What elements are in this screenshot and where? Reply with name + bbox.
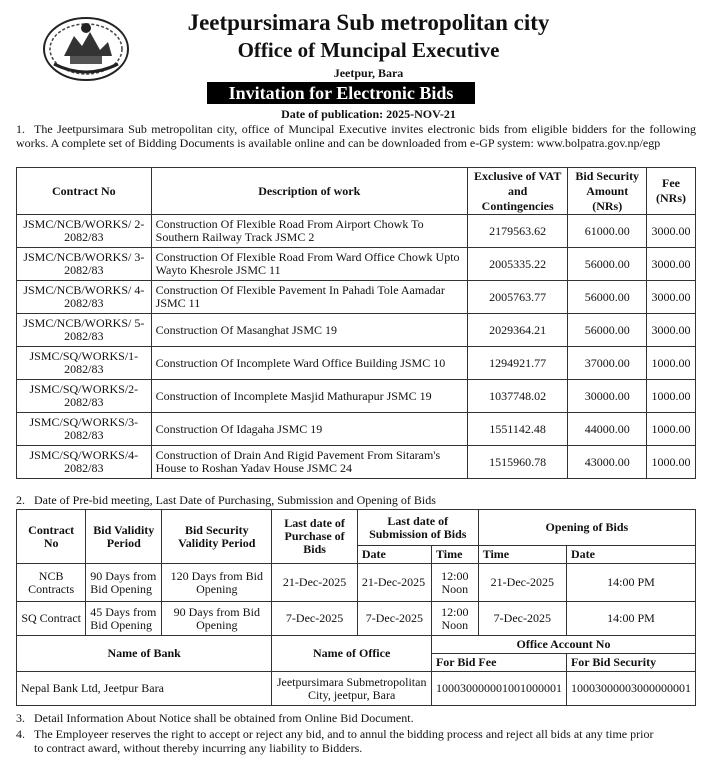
table-row	[17, 380, 696, 413]
col-submission-time: Time	[431, 546, 478, 564]
bid-validity: 90 Days from Bid Opening	[86, 564, 162, 602]
table-row	[17, 347, 696, 380]
contract-no: JSMC/SQ/WORKS/3- 2082/83	[17, 413, 152, 446]
work-description: Construction Of Flexible Road From Ward Office Chowk Upto Wayto Khesrole JSMC 11	[151, 248, 467, 281]
opening-time: 14:00 PM	[566, 602, 695, 636]
bid-security-amount: 37000.00	[568, 347, 647, 380]
section-4-note	[16, 727, 696, 755]
opening-time: 14:00 PM	[566, 564, 695, 602]
schedule-header-row	[17, 510, 696, 546]
section-text-line1: The Employeer reserves the right to accept or reject any bid, and to annul the bidding process and reject all bids at any time prior	[34, 727, 654, 741]
table-row	[17, 446, 696, 479]
submission-date: 21-Dec-2025	[357, 564, 431, 602]
submission-date: 7-Dec-2025	[357, 602, 431, 636]
work-description: Construction Of Flexible Pavement In Pahadi Tole Aamadar JSMC 11	[151, 281, 467, 314]
bid-security-amount: 44000.00	[568, 413, 647, 446]
table-row	[17, 314, 696, 347]
works-table-header	[17, 168, 696, 215]
bank-name: Nepal Bank Ltd, Jeetpur Bara	[17, 672, 272, 706]
fee-amount: 1000.00	[646, 446, 695, 479]
work-description: Construction of Drain And Rigid Pavement From Sitaram's House to Roshan Yadav House JSMC 24	[151, 446, 467, 479]
section-number: 2.	[16, 493, 25, 507]
bank-header-row	[17, 636, 696, 654]
work-description: Construction Of Masanghat JSMC 19	[151, 314, 467, 347]
bid-security-amount: 56000.00	[568, 281, 647, 314]
col-purchase-date: Last date of Purchase of Bids	[272, 510, 358, 564]
table-row	[17, 248, 696, 281]
col-submission: Last date of Submission of Bids	[357, 510, 478, 546]
fee-amount: 1000.00	[646, 413, 695, 446]
schedule-table	[16, 509, 696, 706]
section-text: Date of Pre-bid meeting, Last Date of Purchasing, Submission and Opening of Bids	[34, 493, 436, 507]
estimate-amount: 1037748.02	[467, 380, 568, 413]
contract-no: JSMC/SQ/WORKS/1- 2082/83	[17, 347, 152, 380]
col-opening-time: Time	[478, 546, 566, 564]
work-description: Construction Of Flexible Road From Airport Chowk To Southern Railway Track JSMC 2	[151, 215, 467, 248]
contract-no: JSMC/NCB/WORKS/ 5-2082/83	[17, 314, 152, 347]
office-name: Office of Muncipal Executive	[237, 38, 500, 62]
fee-amount: 3000.00	[646, 248, 695, 281]
table-row	[17, 672, 696, 706]
work-description: Construction Of Idagaha JSMC 19	[151, 413, 467, 446]
bid-security-amount: 43000.00	[568, 446, 647, 479]
municipality-name: Jeetpursimara Sub metropolitan city	[187, 10, 550, 35]
bid-validity: 45 Days from Bid Opening	[86, 602, 162, 636]
publication-date: Date of publication: 2025-NOV-21	[281, 107, 456, 121]
work-description: Construction of Incomplete Masjid Mathurapur JSMC 19	[151, 380, 467, 413]
contract-type: SQ Contract	[17, 602, 86, 636]
estimate-amount: 1294921.77	[467, 347, 568, 380]
fee-amount: 3000.00	[646, 215, 695, 248]
estimate-amount: 2005763.77	[467, 281, 568, 314]
security-validity: 90 Days from Bid Opening	[162, 602, 272, 636]
office-name-value: Jeetpursimara Submetropolitan City, jeetpur, Bara	[272, 672, 432, 706]
bid-security-amount: 61000.00	[568, 215, 647, 248]
section-2-heading	[16, 493, 696, 507]
contract-no: JSMC/SQ/WORKS/4- 2082/83	[17, 446, 152, 479]
col-contract-no: Contract No	[17, 510, 86, 564]
works-table	[16, 167, 696, 479]
estimate-amount: 1515960.78	[467, 446, 568, 479]
purchase-date: 7-Dec-2025	[272, 602, 358, 636]
section-1-intro	[16, 122, 696, 150]
col-bid-fee-account: For Bid Fee	[431, 654, 566, 672]
section-number: 1.	[16, 122, 25, 136]
section-text: The Jeetpursimara Sub metropolitan city, office of Muncipal Executive invites electronic bids from eligible bidders for the following works. A complete set of Bidding Documents is available online and can be downloaded from e-GP system: www.bolpatra.gov.np/egp	[16, 122, 696, 150]
section-3-note	[16, 711, 696, 725]
col-description: Description of work	[151, 168, 467, 215]
estimate-amount: 2029364.21	[467, 314, 568, 347]
contract-type: NCB Contracts	[17, 564, 86, 602]
contract-no: JSMC/NCB/WORKS/ 2-2082/83	[17, 215, 152, 248]
contract-no: JSMC/SQ/WORKS/2- 2082/83	[17, 380, 152, 413]
col-fee: Fee (NRs)	[646, 168, 695, 215]
section-number: 4.	[16, 727, 25, 741]
office-location: Jeetpur, Bara	[333, 66, 404, 80]
fee-amount: 3000.00	[646, 281, 695, 314]
col-bid-security-account: For Bid Security	[566, 654, 695, 672]
table-row	[17, 413, 696, 446]
col-security-validity: Bid Security Validity Period	[162, 510, 272, 564]
submission-time: 12:00 Noon	[431, 564, 478, 602]
col-account-no: Office Account No	[431, 636, 695, 654]
col-bid-validity: Bid Validity Period	[86, 510, 162, 564]
estimate-amount: 2005335.22	[467, 248, 568, 281]
notice-title-banner: Invitation for Electronic Bids	[207, 82, 475, 104]
table-row	[17, 602, 696, 636]
opening-date: 7-Dec-2025	[478, 602, 566, 636]
section-text: Detail Information About Notice shall be obtained from Online Bid Document.	[34, 711, 414, 725]
col-contract-no: Contract No	[17, 168, 152, 215]
fee-amount: 1000.00	[646, 380, 695, 413]
col-estimate: Exclusive of VAT and Contingencies	[467, 168, 568, 215]
contract-no: JSMC/NCB/WORKS/ 4-2082/83	[17, 281, 152, 314]
table-row	[17, 281, 696, 314]
security-validity: 120 Days from Bid Opening	[162, 564, 272, 602]
bid-security-account: 10003000003000000001	[566, 672, 695, 706]
contract-no: JSMC/NCB/WORKS/ 3-2082/83	[17, 248, 152, 281]
opening-date: 21-Dec-2025	[478, 564, 566, 602]
fee-amount: 3000.00	[646, 314, 695, 347]
bid-security-amount: 56000.00	[568, 248, 647, 281]
estimate-amount: 1551142.48	[467, 413, 568, 446]
col-opening-date: Date	[566, 546, 695, 564]
section-number: 3.	[16, 711, 25, 725]
work-description: Construction Of Incomplete Ward Office Building JSMC 10	[151, 347, 467, 380]
col-submission-date: Date	[357, 546, 431, 564]
fee-amount: 1000.00	[646, 347, 695, 380]
purchase-date: 21-Dec-2025	[272, 564, 358, 602]
table-row	[17, 564, 696, 602]
section-text-line2: to contract award, without thereby incurring any liability to Bidders.	[34, 741, 363, 755]
submission-time: 12:00 Noon	[431, 602, 478, 636]
col-bid-security: Bid Security Amount (NRs)	[568, 168, 647, 215]
bid-security-amount: 56000.00	[568, 314, 647, 347]
estimate-amount: 2179563.62	[467, 215, 568, 248]
col-bank-name: Name of Bank	[17, 636, 272, 672]
col-opening: Opening of Bids	[478, 510, 695, 546]
col-office-name: Name of Office	[272, 636, 432, 672]
table-row	[17, 215, 696, 248]
bid-fee-account: 100030000001001000001	[431, 672, 566, 706]
bid-security-amount: 30000.00	[568, 380, 647, 413]
